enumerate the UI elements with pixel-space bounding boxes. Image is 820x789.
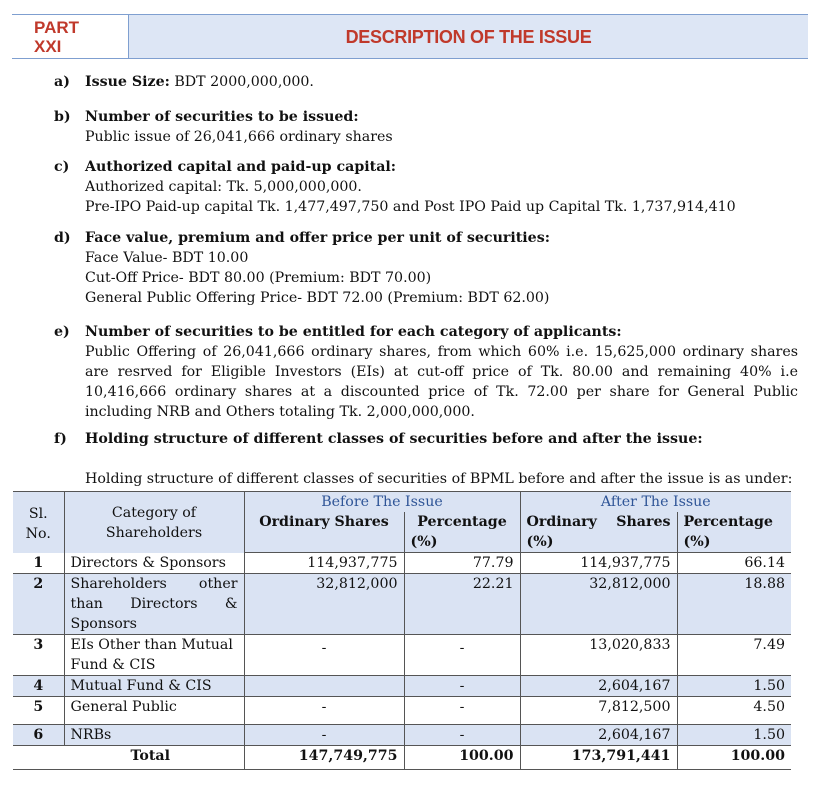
section-face-value: d) Face value, premium and offer price per unit of securities: Face Value- BDT 10.00 Cut-Off Price- BDT 80.00 (Premium: BDT 70.00) General Public Offering Price- BDT 72.00 (Premium: BDT 62.00) xyxy=(54,228,798,308)
table-row: 4 Mutual Fund & CIS - 2,604,167 1.50 xyxy=(13,676,791,697)
section-issue-size: a) Issue Size: BDT 2000,000,000. xyxy=(54,74,314,90)
col-header-sl: Sl. No. xyxy=(13,492,64,553)
part-header xyxy=(12,14,808,59)
section-line: General Public Offering Price- BDT 72.00 (Premium: BDT 62.00) xyxy=(85,290,550,306)
category-cell: General Public xyxy=(64,697,244,725)
table-header-row xyxy=(13,492,791,513)
col-group-before: Before The Issue xyxy=(244,492,520,513)
table-row: 2 Shareholders other than Directors & Sponsors 32,812,000 22.21 32,812,000 18.88 xyxy=(13,574,791,635)
table-row: 6 NRBs - - 2,604,167 1.50 xyxy=(13,725,791,746)
col-header-percentage-before: Percentage (%) xyxy=(404,512,520,553)
holding-structure-table xyxy=(13,491,791,770)
col-group-after: After The Issue xyxy=(520,492,791,513)
section-line: Cut-Off Price- BDT 80.00 (Premium: BDT 70.00) xyxy=(85,270,432,286)
section-heading: Number of securities to be entitled for each category of applicants: xyxy=(85,324,622,340)
total-label: Total xyxy=(13,746,244,770)
table-total-row: Total 147,749,775 100.00 173,791,441 100.00 xyxy=(13,746,791,770)
section-capital: c) Authorized capital and paid-up capital: Authorized capital: Tk. 5,000,000,000. Pre-IPO Paid-up capital Tk. 1,477,497,750 and Post IPO Paid up Capital Tk. 1,737,914,410 xyxy=(54,157,798,217)
section-line: Public issue of 26,041,666 ordinary shares xyxy=(85,129,393,145)
section-paragraph: Public Offering of 26,041,666 ordinary shares, from which 60% i.e. 15,625,000 ordinary shares are resrved for Eligible Investors (EIs) at cut-off price of Tk. 80.00 and remaining 40% i.e 10,416,666 ordinary shares at a discounted price of Tk. 72.00 per share for General Public including NRB and Others totaling Tk. 2,000,000,000. xyxy=(85,344,798,420)
category-cell: Directors & Sponsors xyxy=(64,553,244,574)
table-intro: Holding structure of different classes of securities of BPML before and after the issue is as under: xyxy=(85,471,793,487)
issue-size-value: BDT 2000,000,000. xyxy=(169,74,314,90)
col-header-category: Category of Shareholders xyxy=(64,492,244,553)
part-number: PART XXI xyxy=(12,15,129,58)
category-cell: Mutual Fund & CIS xyxy=(64,676,244,697)
section-heading: Face value, premium and offer price per unit of securities: xyxy=(85,230,550,246)
col-header-ordinary-shares-after: Ordinary Shares (%) xyxy=(520,512,677,553)
section-securities-issued: b) Number of securities to be issued: Public issue of 26,041,666 ordinary shares xyxy=(54,107,798,147)
section-heading: Issue Size: xyxy=(85,74,170,90)
table-row: 3 EIs Other than Mutual Fund & CIS - - 13,020,833 7.49 xyxy=(13,635,791,676)
part-title: DESCRIPTION OF THE ISSUE xyxy=(345,26,592,47)
section-heading: Holding structure of different classes of securities before and after the issue: xyxy=(85,431,703,447)
category-cell: NRBs xyxy=(64,725,244,746)
section-heading: Authorized capital and paid-up capital: xyxy=(85,159,397,175)
category-cell: EIs Other than Mutual Fund & CIS xyxy=(64,635,244,676)
section-line: Face Value- BDT 10.00 xyxy=(85,250,249,266)
table-row: 1 Directors & Sponsors 114,937,775 77.79 114,937,775 66.14 xyxy=(13,553,791,574)
table-row: 5 General Public - - 7,812,500 4.50 xyxy=(13,697,791,725)
col-header-percentage-after: Percentage (%) xyxy=(677,512,791,553)
section-holding-structure: f) Holding structure of different classes of securities before and after the issue: xyxy=(54,429,798,449)
section-line: Authorized capital: Tk. 5,000,000,000. xyxy=(85,179,362,195)
section-line: Pre-IPO Paid-up capital Tk. 1,477,497,750 and Post IPO Paid up Capital Tk. 1,737,914,410 xyxy=(85,199,736,215)
section-heading: Number of securities to be issued: xyxy=(85,109,359,125)
section-entitlement: e) Number of securities to be entitled for each category of applicants: Public Offering of 26,041,666 ordinary shares, from which 60% i.e. 15,625,000 ordinary shares are resrved for Eligible Investors (EIs) at cut-off price of Tk. 80.00 and remaining 40% i.e 10,416,666 ordinary shares at a discounted price of Tk. 72.00 per share for General Public including NRB and Others totaling Tk. 2,000,000,000. xyxy=(54,324,798,420)
category-cell: Shareholders other than Directors & Sponsors xyxy=(64,574,244,635)
col-header-ordinary-shares-before: Ordinary Shares xyxy=(244,512,404,553)
